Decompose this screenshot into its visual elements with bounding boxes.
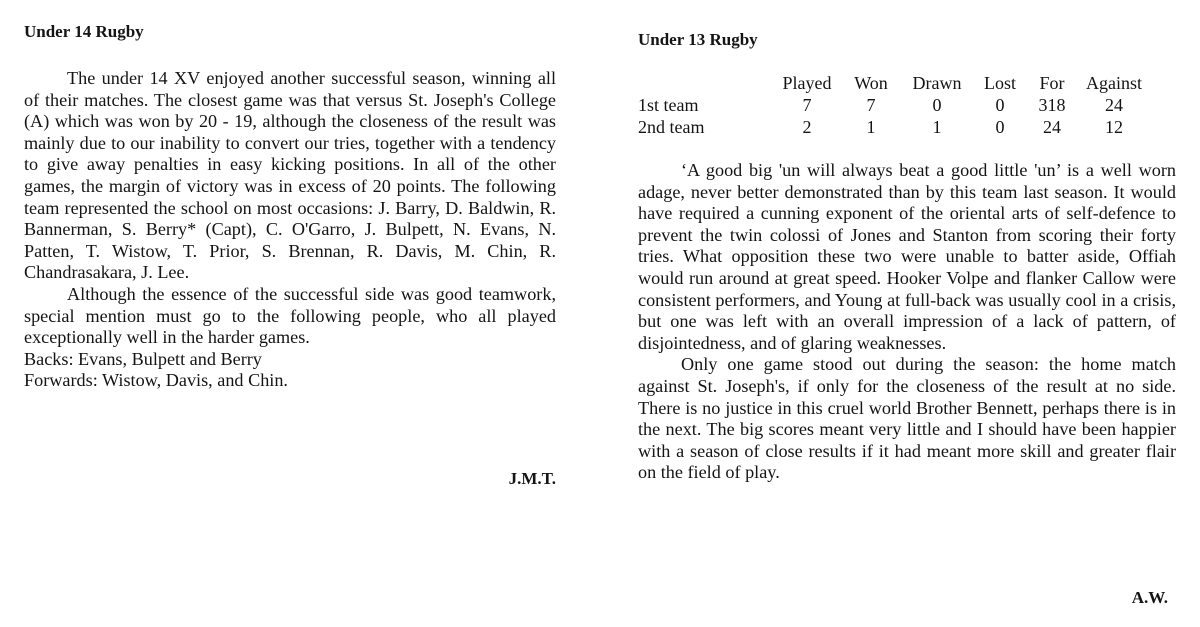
table-cell: 2 — [802, 117, 812, 137]
backs-line: Backs: Evans, Bulpett and Berry — [24, 348, 262, 369]
column-header: Drawn — [912, 73, 962, 93]
table-cell: 24 — [1105, 95, 1123, 115]
paragraph: ‘A good big 'un will always beat a good little 'un’ is a well worn adage, never better demonstrated than by this team last season. It would have required a cunning exponent of the oriental arts of self-defence to prevent the twin colossi of Jones and Stanton from scoring their forty tries. What opposition these two were unable to batter aside, Offiah would run around at great speed. Hooker Volpe and flanker Callow were consistent performers, and Young at full-back was usually cool in a crisis, but one was left with an overall impression of a lack of pattern, of disjointedness, and of glaring weaknesses. — [638, 160, 1176, 353]
table-cell: 0 — [995, 95, 1005, 115]
table-cell: 0 — [995, 117, 1005, 137]
table-cell: 7 — [802, 95, 812, 115]
paragraph: Only one game stood out during the season: the home match against St. Joseph's, if only for the closeness of the result at no side. There is no justice in this cruel world Brother Bennett, perhaps there is in the next. The big scores meant very little and I should have been happier with a season of close results if it had meant more skill and greater flair on the field of play. — [638, 354, 1176, 483]
paragraph: The under 14 XV enjoyed another successful season, winning all of their matches. The closest game was that versus St. Joseph's College (A) which was won by 20 - 19, although the closeness of the result was mainly due to our inability to convert our tries, together with a tendency to give away penalties in easy kicking positions. In all of the other games, the margin of victory was in excess of 20 points. The following team represented the school on most occasions: J. Barry, D. Baldwin, R. Bannerman, S. Berry* (Capt), C. O'Garro, J. Bulpett, N. Evans, N. Patten, T. Wistow, T. Prior, S. Brennan, R. Davis, M. Chin, R. Chandrasakara, J. Lee. — [24, 68, 556, 283]
table-cell: 318 — [1038, 95, 1066, 115]
table-cell: 24 — [1043, 117, 1061, 137]
results-table — [638, 72, 1150, 138]
article-body — [24, 68, 556, 392]
column-header: Lost — [983, 73, 1016, 93]
table-cell: 2nd team — [638, 117, 705, 137]
author-signature: J.M.T. — [508, 469, 556, 488]
table-cell: 7 — [866, 95, 876, 115]
column-header: Against — [1086, 73, 1142, 93]
table-cell: 12 — [1105, 117, 1123, 137]
column-header — [638, 72, 772, 94]
paragraph: Although the essence of the successful side was good teamwork, special mention must go to the following people, who all played exceptionally well in the harder games. — [24, 283, 556, 348]
forwards-line: Forwards: Wistow, Davis, and Chin. — [24, 370, 288, 391]
table-cell: 0 — [932, 95, 942, 115]
table-cell: 1st team — [638, 95, 699, 115]
article-body — [638, 160, 1176, 484]
column-header: Won — [854, 73, 888, 93]
article-title: Under 13 Rugby — [638, 30, 758, 49]
article-title: Under 14 Rugby — [24, 22, 144, 41]
table-row — [638, 94, 1150, 116]
column-header: For — [1039, 73, 1065, 93]
table-cell: 1 — [866, 117, 876, 137]
table-row — [638, 116, 1150, 138]
author-signature: A.W. — [1131, 588, 1168, 607]
column-header: Played — [782, 73, 832, 93]
table-cell: 1 — [932, 117, 942, 137]
table-header-row — [638, 72, 1150, 94]
